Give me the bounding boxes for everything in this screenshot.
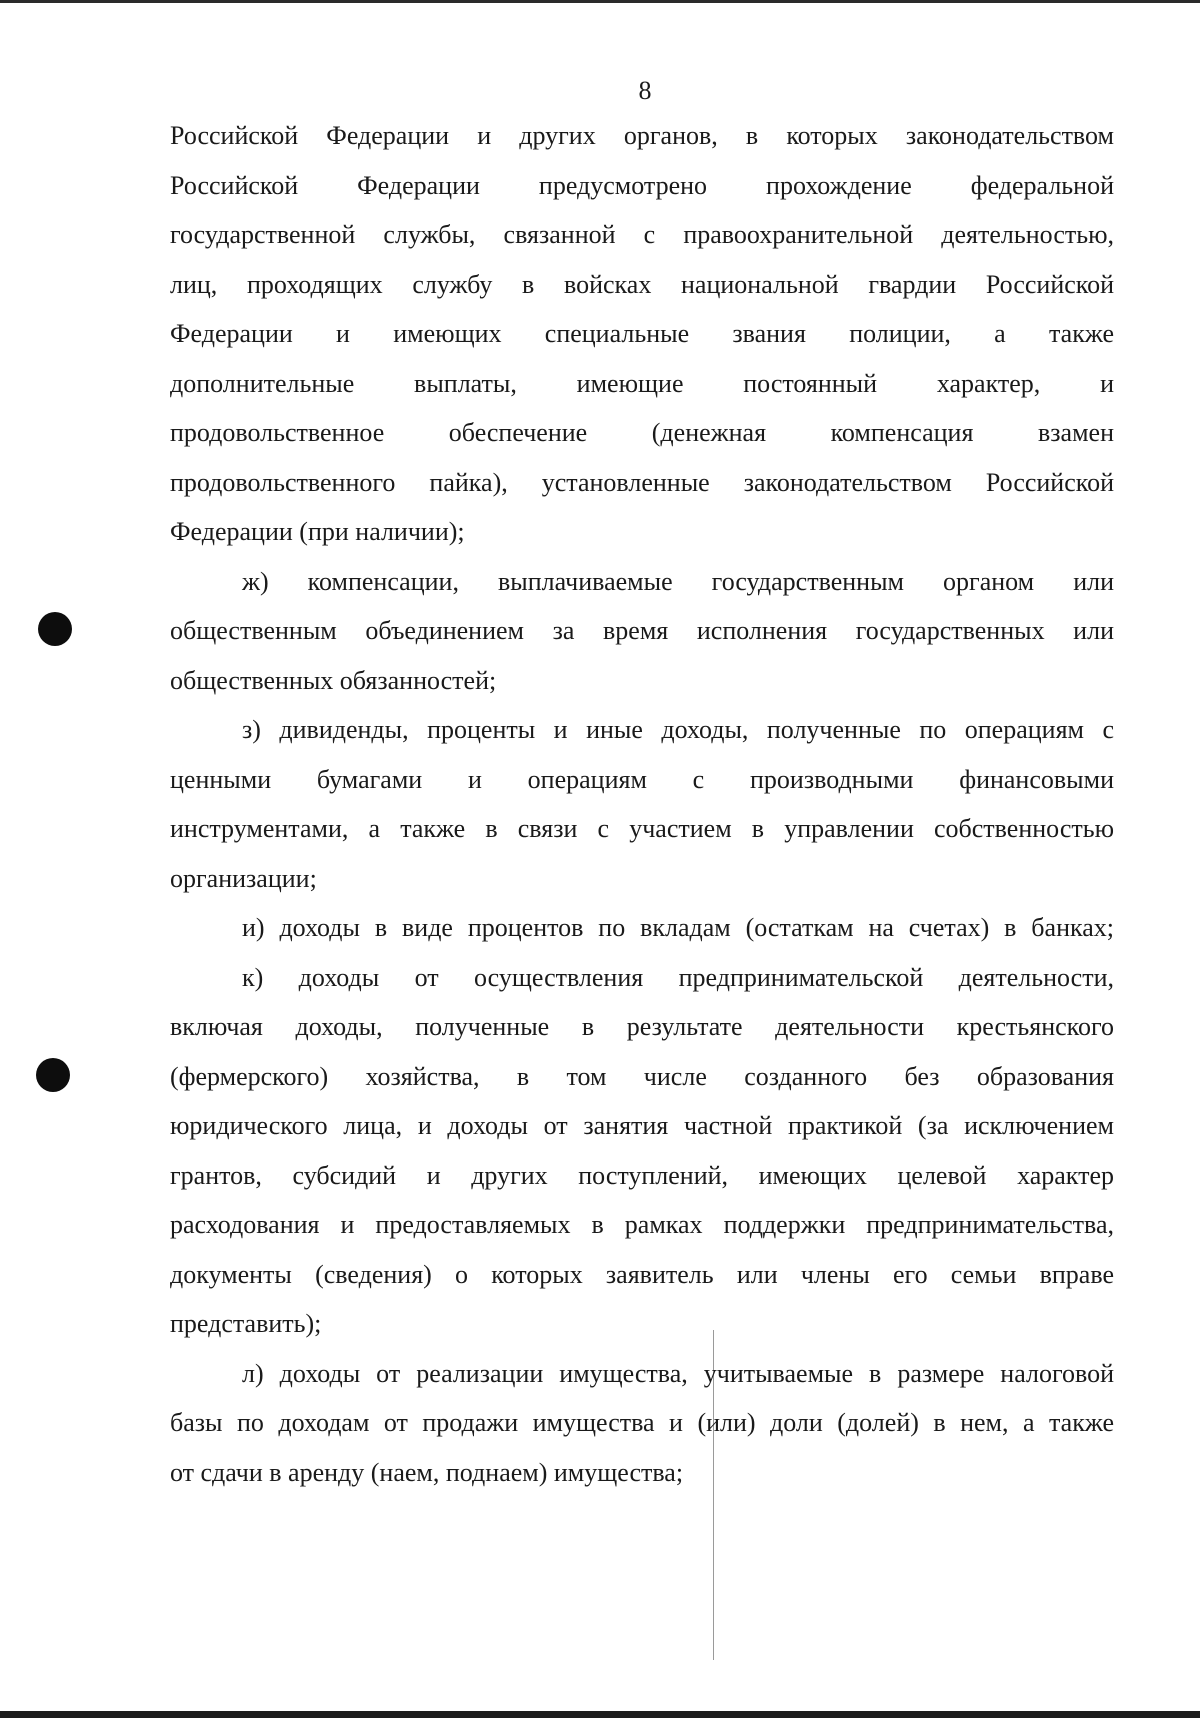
scan-top-edge [0,0,1200,3]
paragraph-l-start: л) доходы от реализации имущества, учитываемые в размере налоговой [242,1358,1114,1388]
text-line: включая доходы, полученные в результате деятельности крестьянского [170,1012,1114,1041]
punch-hole-lower [36,1058,70,1092]
text-line: лиц, проходящих службу в войсках национальной гвардии Российской [170,269,1114,299]
text-line: документы (сведения) о которых заявитель или члены его семьи вправе [170,1259,1114,1289]
text-line: дополнительные выплаты, имеющие постоянный характер, и [170,368,1114,398]
text-line: расходования и предоставляемых в рамках поддержки предпринимательства, [170,1210,1114,1239]
text-line: общественных обязанностей; [170,665,497,695]
text-line: общественным объединением за время исполнения государственных или [170,616,1114,645]
text-line: от сдачи в аренду (наем, поднаем) имущества; [170,1457,684,1487]
text-line: юридического лица, и доходы от занятия частной практикой (за исключением [170,1111,1114,1140]
text-line: грантов, субсидий и других поступлений, имеющих целевой характер [170,1160,1114,1190]
text-line: продовольственного пайка), установленные законодательством Российской [170,467,1114,497]
text-line: продовольственное обеспечение (денежная компенсация взамен [170,418,1114,447]
text-line: Российской Федерации предусмотрено прохождение федеральной [170,170,1114,200]
paragraph-z-start: з) дивиденды, проценты и иные доходы, полученные по операциям с [242,715,1114,744]
document-body [170,111,1114,1497]
text-line: организации; [170,863,317,893]
text-line: представить); [170,1309,322,1338]
text-line: (фермерского) хозяйства, в том числе созданного без образования [170,1061,1114,1091]
text-line: инструментами, а также в связи с участием в управлении собственностью [170,814,1114,843]
text-line: государственной службы, связанной с правоохранительной деятельностью, [170,220,1114,249]
text-line: Федерации и имеющих специальные звания полиции, а также [170,319,1114,348]
text-line: ценными бумагами и операциям с производными финансовыми [170,764,1114,794]
paragraph-zh-start: ж) компенсации, выплачиваемые государственным органом или [242,566,1114,596]
page-number: 8 [638,76,652,105]
text-line: базы по доходам от продажи имущества и (или) доли (долей) в нем, а также [170,1408,1114,1437]
scan-bottom-edge [0,1711,1200,1718]
punch-hole-upper [38,612,72,646]
paragraph-k-start: к) доходы от осуществления предпринимательской деятельности, [242,962,1114,992]
text-line: Федерации (при наличии); [170,517,465,546]
paragraph-i-start: и) доходы в виде процентов по вкладам (остаткам на счетах) в банках; [242,913,1114,942]
text-line: Российской Федерации и других органов, в которых законодательством [170,121,1114,150]
